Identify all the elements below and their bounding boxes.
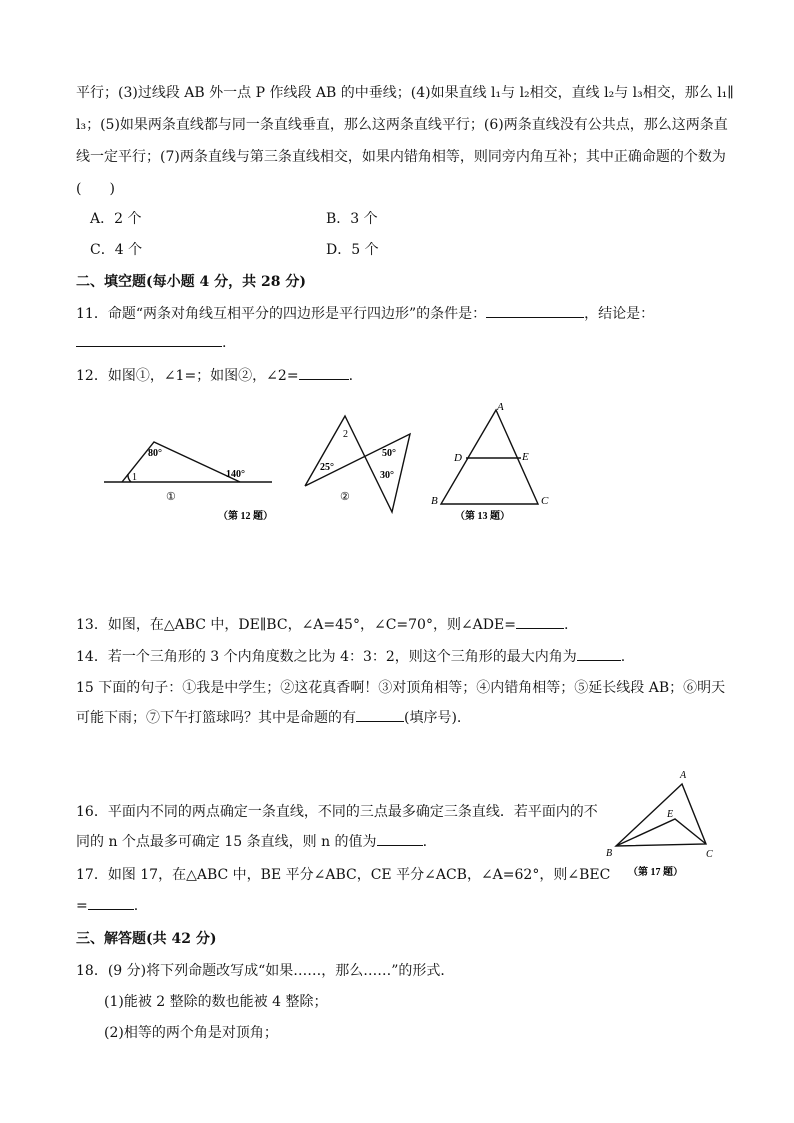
q12-text: 12．如图①，∠1=；如图②，∠2= [76, 368, 299, 384]
figure-17 [602, 762, 732, 882]
q14-text: 14．若一个三角形的 3 个内角度数之比为 4：3：2，则这个三角形的最大内角为 [76, 649, 577, 665]
fig13-caption: （第 13 题） [455, 511, 510, 522]
section-2-title: 二、填空题(每小题 4 分，共 28 分) [76, 274, 306, 290]
q11-blank-condition [486, 304, 584, 318]
q12-end: . [348, 368, 354, 384]
fig17-triangle [616, 784, 706, 846]
fig17-caption: （第 17 题） [628, 867, 683, 878]
q17-line-1: 17．如图 17，在△ABC 中，BE 平分∠ABC，CE 平分∠ACB，∠A=62°，则∠BEC [76, 867, 611, 883]
q16-text: 同的 n 个点最多可确定 15 条直线，则 n 的值为 [76, 834, 377, 850]
q15-line-1: 15 下面的句子：①我是中学生；②这花真香啊！③对顶角相等；④内错角相等；⑤延长线段 AB；⑥明天 [76, 680, 726, 696]
q16-blank [377, 832, 423, 846]
q17-blank [88, 896, 134, 910]
q10-option-c: C．4 个 [90, 242, 143, 258]
fig12-triangle-1 [122, 442, 240, 482]
q16-line-1: 16．平面内不同的两点确定一条直线，不同的三点最多确定三条直线．若平面内的不 [76, 804, 598, 820]
q14-end: . [620, 649, 626, 665]
figure-12 [100, 400, 420, 530]
q11-end: . [222, 335, 227, 351]
q18-title: 18．(9 分)将下列命题改写成“如果……，那么……”的形式． [76, 963, 455, 979]
fig12-label-50: 50° [382, 448, 396, 459]
fig12-label-80: 80° [148, 448, 162, 459]
q11-mid: ，结论是： [584, 306, 655, 322]
q15-end: (填序号). [404, 710, 462, 726]
fig12-angle-1-arc [128, 474, 131, 482]
q10-option-b: B．3 个 [326, 211, 378, 227]
fig12-label-circle-1: ① [166, 491, 176, 503]
fig13-label-d: D [454, 452, 462, 464]
q11-text: 11．命题“两条对角线互相平分的四边形是平行四边形”的条件是： [76, 306, 487, 322]
fig17-label-e: E [667, 809, 674, 820]
fig12-label-circle-2: ② [340, 491, 350, 503]
q10-option-a: A．2 个 [90, 211, 142, 227]
fig13-label-a: A [497, 401, 504, 413]
fig17-label-a: A [680, 770, 687, 781]
fig17-label-b: B [606, 848, 613, 859]
q13-text: 13．如图，在△ABC 中，DE∥BC，∠A=45°，∠C=70°，则∠ADE= [76, 617, 516, 633]
q11-blank-conclusion [76, 333, 222, 347]
q18-item-1: (1)能被 2 整除的数也能被 4 整除； [104, 994, 328, 1010]
q15-blank [356, 708, 404, 722]
fig13-label-b: B [431, 495, 438, 507]
section-3-title: 三、解答题(共 42 分) [76, 931, 217, 947]
fig12-label-30: 30° [380, 470, 394, 481]
q12-blank [299, 366, 349, 380]
question-17-line-2 [76, 896, 138, 914]
fig17-label-c: C [706, 849, 713, 860]
question-13 [76, 614, 568, 634]
fig13-label-c: C [541, 495, 549, 507]
question-16-line-2 [76, 831, 427, 851]
fig12-label-140: 140° [226, 469, 245, 480]
fig12-label-25: 25° [320, 462, 334, 473]
q14-blank [577, 647, 621, 661]
q10-line-4: ( ) [76, 181, 115, 197]
q18-item-2: (2)相等的两个角是对顶角； [104, 1025, 278, 1041]
fig12-label-2: 2 [343, 429, 348, 440]
q13-blank [516, 615, 564, 629]
q17-end: . [133, 898, 139, 914]
question-15-line-2 [76, 707, 461, 727]
question-11 [76, 303, 654, 323]
q17-eq: = [76, 898, 88, 914]
q10-line-1: 平行；(3)过线段 AB 外一点 P 作线段 AB 的中垂线；(4)如果直线 l₁与 l₂相交，直线 l₂与 l₃相交，那么 l₁∥ [76, 85, 734, 101]
fig13-label-e: E [522, 451, 529, 463]
question-11-line-2 [76, 333, 226, 351]
q10-option-d: D．5 个 [326, 242, 379, 258]
fig12-caption: （第 12 题） [218, 511, 273, 522]
q10-line-2: l₃；(5)如果两条直线都与同一条直线垂直，那么这两条直线平行；(6)两条直线没有公共点，那么这两条直 [76, 117, 728, 133]
q13-end: . [563, 617, 569, 633]
question-14 [76, 646, 625, 666]
question-12 [76, 365, 353, 385]
fig12-label-1: 1 [132, 472, 137, 483]
q16-end: . [422, 834, 428, 850]
figure-13 [425, 398, 565, 530]
q10-line-3: 线一定平行；(7)两条直线与第三条直线相交，如果内错角相等，则同旁内角互补；其中正确命题的个数为 [76, 149, 726, 165]
q15-text: 可能下雨；⑦下午打篮球吗？其中是命题的有 [76, 710, 356, 726]
